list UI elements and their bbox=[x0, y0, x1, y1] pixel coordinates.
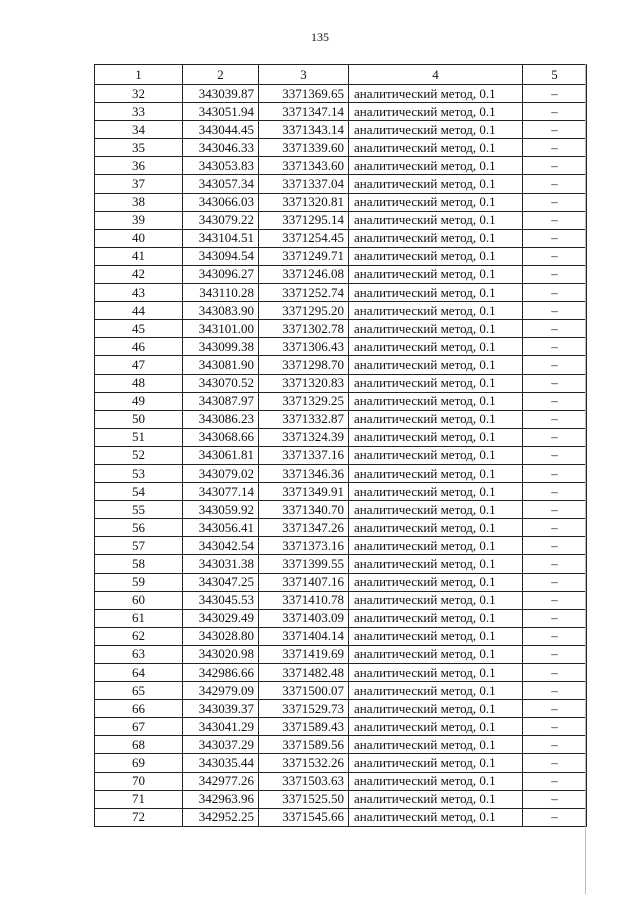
description-cell: – bbox=[523, 265, 587, 283]
x-coordinate-cell: 343086.23 bbox=[183, 410, 259, 428]
description-cell: – bbox=[523, 121, 587, 139]
description-cell: – bbox=[523, 645, 587, 663]
table-row bbox=[95, 157, 587, 175]
method-cell: аналитический метод, 0.1 bbox=[349, 645, 523, 663]
table-row bbox=[95, 718, 587, 736]
point-number-cell: 61 bbox=[95, 609, 183, 627]
y-coordinate-cell: 3371295.20 bbox=[259, 302, 349, 320]
y-coordinate-cell: 3371500.07 bbox=[259, 682, 349, 700]
y-coordinate-cell: 3371306.43 bbox=[259, 338, 349, 356]
description-cell: – bbox=[523, 718, 587, 736]
method-cell: аналитический метод, 0.1 bbox=[349, 121, 523, 139]
table-row bbox=[95, 682, 587, 700]
point-number-cell: 37 bbox=[95, 175, 183, 193]
table-header bbox=[95, 65, 587, 85]
description-cell: – bbox=[523, 790, 587, 808]
description-cell: – bbox=[523, 573, 587, 591]
table-row bbox=[95, 790, 587, 808]
table-row bbox=[95, 211, 587, 229]
method-cell: аналитический метод, 0.1 bbox=[349, 700, 523, 718]
point-number-cell: 59 bbox=[95, 573, 183, 591]
point-number-cell: 55 bbox=[95, 501, 183, 519]
method-cell: аналитический метод, 0.1 bbox=[349, 501, 523, 519]
method-cell: аналитический метод, 0.1 bbox=[349, 284, 523, 302]
table-row bbox=[95, 121, 587, 139]
method-cell: аналитический метод, 0.1 bbox=[349, 302, 523, 320]
description-cell: – bbox=[523, 320, 587, 338]
method-cell: аналитический метод, 0.1 bbox=[349, 446, 523, 464]
method-cell: аналитический метод, 0.1 bbox=[349, 483, 523, 501]
point-number-cell: 63 bbox=[95, 645, 183, 663]
point-number-cell: 41 bbox=[95, 247, 183, 265]
y-coordinate-cell: 3371320.83 bbox=[259, 374, 349, 392]
point-number-cell: 38 bbox=[95, 193, 183, 211]
method-cell: аналитический метод, 0.1 bbox=[349, 519, 523, 537]
y-coordinate-cell: 3371349.91 bbox=[259, 483, 349, 501]
y-coordinate-cell: 3371419.69 bbox=[259, 645, 349, 663]
x-coordinate-cell: 343083.90 bbox=[183, 302, 259, 320]
point-number-cell: 33 bbox=[95, 103, 183, 121]
method-cell: аналитический метод, 0.1 bbox=[349, 808, 523, 826]
point-number-cell: 52 bbox=[95, 446, 183, 464]
y-coordinate-cell: 3371340.70 bbox=[259, 501, 349, 519]
point-number-cell: 70 bbox=[95, 772, 183, 790]
y-coordinate-cell: 3371343.14 bbox=[259, 121, 349, 139]
description-cell: – bbox=[523, 682, 587, 700]
point-number-cell: 72 bbox=[95, 808, 183, 826]
point-number-cell: 69 bbox=[95, 754, 183, 772]
y-coordinate-cell: 3371589.43 bbox=[259, 718, 349, 736]
method-cell: аналитический метод, 0.1 bbox=[349, 265, 523, 283]
method-cell: аналитический метод, 0.1 bbox=[349, 428, 523, 446]
x-coordinate-cell: 342963.96 bbox=[183, 790, 259, 808]
point-number-cell: 50 bbox=[95, 410, 183, 428]
y-coordinate-cell: 3371529.73 bbox=[259, 700, 349, 718]
x-coordinate-cell: 343059.92 bbox=[183, 501, 259, 519]
table-row bbox=[95, 736, 587, 754]
point-number-cell: 43 bbox=[95, 284, 183, 302]
x-coordinate-cell: 343066.03 bbox=[183, 193, 259, 211]
description-cell: – bbox=[523, 139, 587, 157]
y-coordinate-cell: 3371373.16 bbox=[259, 537, 349, 555]
x-coordinate-cell: 343079.02 bbox=[183, 464, 259, 482]
method-cell: аналитический метод, 0.1 bbox=[349, 338, 523, 356]
method-cell: аналитический метод, 0.1 bbox=[349, 464, 523, 482]
point-number-cell: 62 bbox=[95, 627, 183, 645]
description-cell: – bbox=[523, 537, 587, 555]
point-number-cell: 40 bbox=[95, 229, 183, 247]
description-cell: – bbox=[523, 664, 587, 682]
description-cell: – bbox=[523, 338, 587, 356]
x-coordinate-cell: 343051.94 bbox=[183, 103, 259, 121]
method-cell: аналитический метод, 0.1 bbox=[349, 320, 523, 338]
y-coordinate-cell: 3371246.08 bbox=[259, 265, 349, 283]
method-cell: аналитический метод, 0.1 bbox=[349, 356, 523, 374]
description-cell: – bbox=[523, 103, 587, 121]
y-coordinate-cell: 3371302.78 bbox=[259, 320, 349, 338]
point-number-cell: 48 bbox=[95, 374, 183, 392]
table-row bbox=[95, 446, 587, 464]
table-row bbox=[95, 374, 587, 392]
method-cell: аналитический метод, 0.1 bbox=[349, 229, 523, 247]
y-coordinate-cell: 3371249.71 bbox=[259, 247, 349, 265]
method-cell: аналитический метод, 0.1 bbox=[349, 139, 523, 157]
column-header-y: 3 bbox=[259, 65, 349, 85]
point-number-cell: 42 bbox=[95, 265, 183, 283]
point-number-cell: 53 bbox=[95, 464, 183, 482]
method-cell: аналитический метод, 0.1 bbox=[349, 247, 523, 265]
description-cell: – bbox=[523, 175, 587, 193]
point-number-cell: 58 bbox=[95, 555, 183, 573]
point-number-cell: 39 bbox=[95, 211, 183, 229]
column-header-description: 5 bbox=[523, 65, 587, 85]
x-coordinate-cell: 343099.38 bbox=[183, 338, 259, 356]
x-coordinate-cell: 343045.53 bbox=[183, 591, 259, 609]
y-coordinate-cell: 3371347.26 bbox=[259, 519, 349, 537]
x-coordinate-cell: 343087.97 bbox=[183, 392, 259, 410]
point-number-cell: 67 bbox=[95, 718, 183, 736]
table-row bbox=[95, 627, 587, 645]
table-row bbox=[95, 356, 587, 374]
description-cell: – bbox=[523, 302, 587, 320]
table-row bbox=[95, 555, 587, 573]
x-coordinate-cell: 343061.81 bbox=[183, 446, 259, 464]
coordinates-table bbox=[94, 64, 587, 827]
method-cell: аналитический метод, 0.1 bbox=[349, 193, 523, 211]
y-coordinate-cell: 3371407.16 bbox=[259, 573, 349, 591]
method-cell: аналитический метод, 0.1 bbox=[349, 537, 523, 555]
header-row bbox=[95, 65, 587, 85]
table-row bbox=[95, 229, 587, 247]
method-cell: аналитический метод, 0.1 bbox=[349, 85, 523, 103]
x-coordinate-cell: 343037.29 bbox=[183, 736, 259, 754]
description-cell: – bbox=[523, 356, 587, 374]
y-coordinate-cell: 3371343.60 bbox=[259, 157, 349, 175]
x-coordinate-cell: 343041.29 bbox=[183, 718, 259, 736]
y-coordinate-cell: 3371403.09 bbox=[259, 609, 349, 627]
table-row bbox=[95, 284, 587, 302]
y-coordinate-cell: 3371589.56 bbox=[259, 736, 349, 754]
table-row bbox=[95, 265, 587, 283]
y-coordinate-cell: 3371320.81 bbox=[259, 193, 349, 211]
table-row bbox=[95, 392, 587, 410]
x-coordinate-cell: 343057.34 bbox=[183, 175, 259, 193]
x-coordinate-cell: 343094.54 bbox=[183, 247, 259, 265]
coordinates-table-container bbox=[94, 64, 587, 827]
column-header-x: 2 bbox=[183, 65, 259, 85]
table-body bbox=[95, 85, 587, 827]
y-coordinate-cell: 3371532.26 bbox=[259, 754, 349, 772]
x-coordinate-cell: 343077.14 bbox=[183, 483, 259, 501]
table-row bbox=[95, 483, 587, 501]
table-row bbox=[95, 537, 587, 555]
x-coordinate-cell: 343044.45 bbox=[183, 121, 259, 139]
description-cell: – bbox=[523, 392, 587, 410]
y-coordinate-cell: 3371346.36 bbox=[259, 464, 349, 482]
table-row bbox=[95, 609, 587, 627]
method-cell: аналитический метод, 0.1 bbox=[349, 754, 523, 772]
table-row bbox=[95, 573, 587, 591]
x-coordinate-cell: 343020.98 bbox=[183, 645, 259, 663]
method-cell: аналитический метод, 0.1 bbox=[349, 103, 523, 121]
description-cell: – bbox=[523, 446, 587, 464]
y-coordinate-cell: 3371298.70 bbox=[259, 356, 349, 374]
method-cell: аналитический метод, 0.1 bbox=[349, 374, 523, 392]
point-number-cell: 32 bbox=[95, 85, 183, 103]
description-cell: – bbox=[523, 374, 587, 392]
method-cell: аналитический метод, 0.1 bbox=[349, 410, 523, 428]
x-coordinate-cell: 343035.44 bbox=[183, 754, 259, 772]
table-row bbox=[95, 193, 587, 211]
table-row bbox=[95, 139, 587, 157]
method-cell: аналитический метод, 0.1 bbox=[349, 627, 523, 645]
description-cell: – bbox=[523, 229, 587, 247]
point-number-cell: 36 bbox=[95, 157, 183, 175]
point-number-cell: 66 bbox=[95, 700, 183, 718]
point-number-cell: 56 bbox=[95, 519, 183, 537]
description-cell: – bbox=[523, 772, 587, 790]
x-coordinate-cell: 343028.80 bbox=[183, 627, 259, 645]
description-cell: – bbox=[523, 85, 587, 103]
table-row bbox=[95, 519, 587, 537]
description-cell: – bbox=[523, 519, 587, 537]
method-cell: аналитический метод, 0.1 bbox=[349, 211, 523, 229]
description-cell: – bbox=[523, 555, 587, 573]
x-coordinate-cell: 343068.66 bbox=[183, 428, 259, 446]
y-coordinate-cell: 3371410.78 bbox=[259, 591, 349, 609]
table-row bbox=[95, 428, 587, 446]
y-coordinate-cell: 3371545.66 bbox=[259, 808, 349, 826]
x-coordinate-cell: 343047.25 bbox=[183, 573, 259, 591]
y-coordinate-cell: 3371329.25 bbox=[259, 392, 349, 410]
point-number-cell: 44 bbox=[95, 302, 183, 320]
table-row bbox=[95, 103, 587, 121]
table-row bbox=[95, 464, 587, 482]
y-coordinate-cell: 3371404.14 bbox=[259, 627, 349, 645]
method-cell: аналитический метод, 0.1 bbox=[349, 175, 523, 193]
table-row bbox=[95, 645, 587, 663]
table-row bbox=[95, 700, 587, 718]
x-coordinate-cell: 343056.41 bbox=[183, 519, 259, 537]
x-coordinate-cell: 343042.54 bbox=[183, 537, 259, 555]
x-coordinate-cell: 342979.09 bbox=[183, 682, 259, 700]
table-row bbox=[95, 85, 587, 103]
method-cell: аналитический метод, 0.1 bbox=[349, 736, 523, 754]
point-number-cell: 60 bbox=[95, 591, 183, 609]
point-number-cell: 65 bbox=[95, 682, 183, 700]
x-coordinate-cell: 343110.28 bbox=[183, 284, 259, 302]
table-row bbox=[95, 175, 587, 193]
y-coordinate-cell: 3371337.04 bbox=[259, 175, 349, 193]
y-coordinate-cell: 3371339.60 bbox=[259, 139, 349, 157]
point-number-cell: 57 bbox=[95, 537, 183, 555]
description-cell: – bbox=[523, 428, 587, 446]
method-cell: аналитический метод, 0.1 bbox=[349, 718, 523, 736]
description-cell: – bbox=[523, 483, 587, 501]
page-number: 135 bbox=[311, 30, 329, 44]
point-number-cell: 45 bbox=[95, 320, 183, 338]
method-cell: аналитический метод, 0.1 bbox=[349, 790, 523, 808]
x-coordinate-cell: 343081.90 bbox=[183, 356, 259, 374]
table-row bbox=[95, 410, 587, 428]
y-coordinate-cell: 3371525.50 bbox=[259, 790, 349, 808]
y-coordinate-cell: 3371332.87 bbox=[259, 410, 349, 428]
x-coordinate-cell: 343039.37 bbox=[183, 700, 259, 718]
point-number-cell: 49 bbox=[95, 392, 183, 410]
y-coordinate-cell: 3371295.14 bbox=[259, 211, 349, 229]
x-coordinate-cell: 343053.83 bbox=[183, 157, 259, 175]
description-cell: – bbox=[523, 193, 587, 211]
table-row bbox=[95, 664, 587, 682]
description-cell: – bbox=[523, 247, 587, 265]
table-row bbox=[95, 501, 587, 519]
x-coordinate-cell: 343101.00 bbox=[183, 320, 259, 338]
method-cell: аналитический метод, 0.1 bbox=[349, 591, 523, 609]
x-coordinate-cell: 343029.49 bbox=[183, 609, 259, 627]
y-coordinate-cell: 3371347.14 bbox=[259, 103, 349, 121]
point-number-cell: 51 bbox=[95, 428, 183, 446]
point-number-cell: 46 bbox=[95, 338, 183, 356]
y-coordinate-cell: 3371324.39 bbox=[259, 428, 349, 446]
scan-edge-line bbox=[585, 64, 586, 894]
x-coordinate-cell: 343039.87 bbox=[183, 85, 259, 103]
x-coordinate-cell: 343104.51 bbox=[183, 229, 259, 247]
table-row bbox=[95, 338, 587, 356]
table-row bbox=[95, 247, 587, 265]
point-number-cell: 47 bbox=[95, 356, 183, 374]
x-coordinate-cell: 342977.26 bbox=[183, 772, 259, 790]
method-cell: аналитический метод, 0.1 bbox=[349, 392, 523, 410]
description-cell: – bbox=[523, 736, 587, 754]
description-cell: – bbox=[523, 609, 587, 627]
point-number-cell: 64 bbox=[95, 664, 183, 682]
y-coordinate-cell: 3371369.65 bbox=[259, 85, 349, 103]
column-header-method: 4 bbox=[349, 65, 523, 85]
x-coordinate-cell: 342986.66 bbox=[183, 664, 259, 682]
y-coordinate-cell: 3371254.45 bbox=[259, 229, 349, 247]
description-cell: – bbox=[523, 410, 587, 428]
y-coordinate-cell: 3371399.55 bbox=[259, 555, 349, 573]
x-coordinate-cell: 342952.25 bbox=[183, 808, 259, 826]
x-coordinate-cell: 343096.27 bbox=[183, 265, 259, 283]
point-number-cell: 71 bbox=[95, 790, 183, 808]
table-row bbox=[95, 302, 587, 320]
description-cell: – bbox=[523, 808, 587, 826]
x-coordinate-cell: 343070.52 bbox=[183, 374, 259, 392]
method-cell: аналитический метод, 0.1 bbox=[349, 573, 523, 591]
table-row bbox=[95, 772, 587, 790]
point-number-cell: 68 bbox=[95, 736, 183, 754]
x-coordinate-cell: 343031.38 bbox=[183, 555, 259, 573]
point-number-cell: 34 bbox=[95, 121, 183, 139]
method-cell: аналитический метод, 0.1 bbox=[349, 609, 523, 627]
description-cell: – bbox=[523, 464, 587, 482]
description-cell: – bbox=[523, 501, 587, 519]
method-cell: аналитический метод, 0.1 bbox=[349, 772, 523, 790]
y-coordinate-cell: 3371337.16 bbox=[259, 446, 349, 464]
method-cell: аналитический метод, 0.1 bbox=[349, 682, 523, 700]
method-cell: аналитический метод, 0.1 bbox=[349, 157, 523, 175]
x-coordinate-cell: 343079.22 bbox=[183, 211, 259, 229]
description-cell: – bbox=[523, 284, 587, 302]
y-coordinate-cell: 3371482.48 bbox=[259, 664, 349, 682]
point-number-cell: 54 bbox=[95, 483, 183, 501]
description-cell: – bbox=[523, 591, 587, 609]
table-row bbox=[95, 808, 587, 826]
x-coordinate-cell: 343046.33 bbox=[183, 139, 259, 157]
description-cell: – bbox=[523, 627, 587, 645]
method-cell: аналитический метод, 0.1 bbox=[349, 555, 523, 573]
table-row bbox=[95, 320, 587, 338]
description-cell: – bbox=[523, 211, 587, 229]
description-cell: – bbox=[523, 700, 587, 718]
method-cell: аналитический метод, 0.1 bbox=[349, 664, 523, 682]
table-row bbox=[95, 754, 587, 772]
y-coordinate-cell: 3371503.63 bbox=[259, 772, 349, 790]
point-number-cell: 35 bbox=[95, 139, 183, 157]
column-header-point: 1 bbox=[95, 65, 183, 85]
y-coordinate-cell: 3371252.74 bbox=[259, 284, 349, 302]
description-cell: – bbox=[523, 157, 587, 175]
table-row bbox=[95, 591, 587, 609]
description-cell: – bbox=[523, 754, 587, 772]
